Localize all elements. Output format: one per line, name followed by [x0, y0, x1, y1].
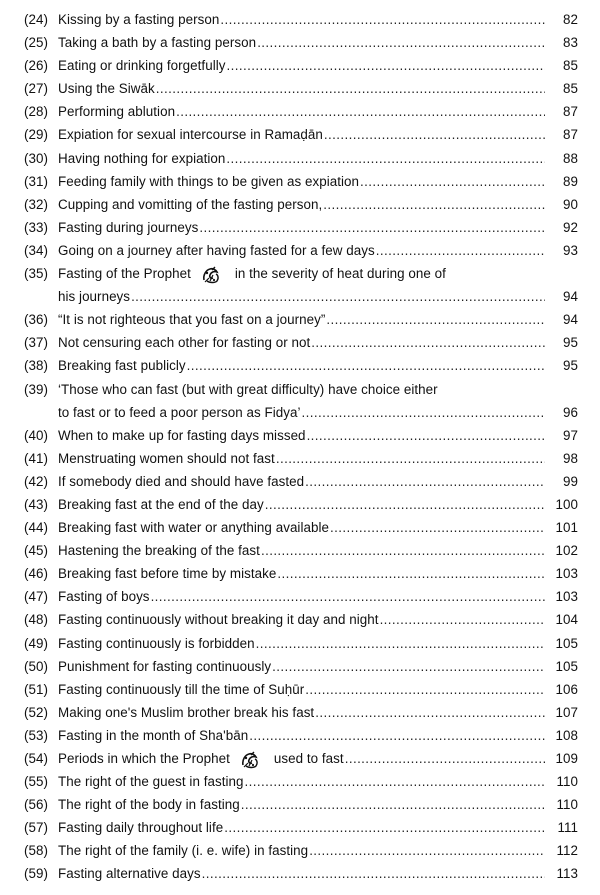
entry-title: Fasting alternative days	[58, 866, 201, 882]
entry-number: (24)	[24, 12, 49, 27]
dot-leader	[265, 493, 545, 516]
entry-title-part-b: in the severity of heat during one of	[234, 266, 446, 282]
entry-title: The right of the family (i. e. wife) in fasting	[58, 843, 309, 859]
entry-number: (57)	[24, 820, 49, 836]
entry-title: The right of the body in fasting	[58, 797, 240, 813]
entry-page: 95	[563, 335, 578, 351]
entry-page: 87	[563, 104, 578, 120]
toc-entry-26	[24, 54, 578, 77]
entry-page: 83	[563, 35, 578, 51]
entry-title: When to make up for fasting days missed	[58, 427, 306, 443]
entry-number: (56)	[24, 797, 49, 813]
entry-page: 93	[563, 242, 578, 258]
toc-entry-28	[24, 100, 578, 123]
entry-page: 87	[563, 127, 578, 143]
entry-page: 94	[563, 289, 578, 305]
toc-entry-29	[24, 123, 578, 146]
dot-leader	[131, 285, 545, 308]
toc-entry-55	[24, 770, 578, 793]
entry-number: (25)	[24, 35, 49, 51]
entry-number: (44)	[24, 520, 49, 536]
entry-number: (34)	[24, 242, 49, 258]
entry-number: (33)	[24, 219, 49, 235]
entry-number: (31)	[24, 173, 49, 189]
toc-entry-33	[24, 216, 578, 239]
entry-number: (41)	[24, 450, 49, 466]
entry-page: 98	[563, 450, 578, 466]
entry-number: (26)	[24, 58, 49, 74]
toc-entry-56	[24, 793, 578, 816]
entry-page: 99	[563, 473, 578, 489]
toc-entry-44	[24, 516, 578, 539]
entry-page: 92	[563, 219, 578, 235]
dot-leader	[226, 147, 545, 170]
entry-title: Having nothing for expiation	[58, 150, 226, 166]
entry-page: 103	[555, 589, 578, 605]
entry-title: Fasting during journeys	[58, 219, 199, 235]
dot-leader	[323, 193, 545, 216]
entry-page: 88	[563, 150, 578, 166]
dot-leader	[277, 562, 545, 585]
toc-entry-50	[24, 655, 578, 678]
entry-title: Kissing by a fasting person	[58, 12, 220, 27]
entry-title: Making one's Muslim brother break his fast	[58, 704, 315, 720]
toc-entry-27	[24, 77, 578, 100]
entry-title: Menstruating women should not fast	[58, 450, 275, 466]
dot-leader	[309, 839, 545, 862]
dot-leader	[307, 424, 545, 447]
dot-leader	[276, 447, 545, 470]
entry-number: (36)	[24, 312, 49, 328]
entry-title-part-a: Periods in which the Prophet	[58, 751, 230, 766]
entry-title: Taking a bath by a fasting person	[58, 35, 257, 51]
entry-number: (52)	[24, 704, 49, 720]
entry-number: (49)	[24, 635, 49, 651]
entry-page: 112	[556, 843, 578, 859]
entry-page: 95	[563, 358, 578, 374]
dot-leader	[345, 747, 545, 770]
dot-leader	[311, 331, 545, 354]
entry-page: 110	[556, 774, 578, 790]
toc-entry-32	[24, 193, 578, 216]
dot-leader	[261, 539, 545, 562]
dot-leader	[305, 470, 545, 493]
entry-title: Feeding family with things to be given as expiation	[58, 173, 360, 189]
entry-page: 106	[555, 681, 578, 697]
entry-number: (58)	[24, 843, 49, 859]
entry-page: 105	[555, 658, 578, 674]
entry-number: (55)	[24, 774, 49, 790]
toc-entry-38	[24, 354, 578, 377]
dot-leader	[199, 216, 545, 239]
dot-leader	[187, 354, 545, 377]
dot-leader	[220, 8, 545, 31]
dot-leader	[151, 585, 545, 608]
toc-entry-46	[24, 562, 578, 585]
entry-number: (48)	[24, 612, 49, 628]
entry-title-part-a: ‘Those who can fast (but with great difficulty) have choice either	[58, 381, 438, 397]
dot-leader	[315, 701, 545, 724]
entry-page: 82	[563, 12, 578, 27]
entry-title: Hastening the breaking of the fast	[58, 543, 260, 559]
entry-title: Not censuring each other for fasting or not	[58, 335, 311, 351]
entry-page: 96	[563, 404, 578, 420]
entry-number: (29)	[24, 127, 49, 143]
dot-leader	[302, 401, 545, 424]
entry-title-part-a: Fasting of the Prophet	[58, 266, 191, 282]
toc-entry-53	[24, 724, 578, 747]
entry-title: Fasting daily throughout life	[58, 820, 224, 836]
entry-page: 107	[555, 704, 578, 720]
dot-leader	[326, 308, 545, 331]
entry-page: 85	[563, 81, 578, 97]
entry-page: 105	[555, 635, 578, 651]
toc-entry-42	[24, 470, 578, 493]
entry-title: Performing ablution	[58, 104, 176, 120]
entry-number: (43)	[24, 496, 49, 512]
toc-entry-47	[24, 585, 578, 608]
entry-page: 97	[563, 427, 578, 443]
entry-title: Punishment for fasting continuously	[58, 658, 272, 674]
dot-leader	[324, 123, 545, 146]
toc-entry-36	[24, 308, 578, 331]
entry-page: 113	[556, 866, 578, 882]
entry-title: Breaking fast publicly	[58, 358, 186, 374]
toc-entry-49	[24, 632, 578, 655]
toc-entry-45	[24, 539, 578, 562]
toc-entry-39	[24, 378, 578, 424]
dot-leader	[245, 770, 545, 793]
entry-number: (39)	[24, 381, 49, 397]
toc-entry-52	[24, 701, 578, 724]
entry-title: Breaking fast at the end of the day	[58, 496, 264, 512]
entry-title-continued: to fast or to feed a poor person as Fidya’	[58, 404, 301, 420]
entry-number: (40)	[24, 427, 49, 443]
entry-number: (46)	[24, 566, 49, 582]
entry-number: (27)	[24, 81, 49, 97]
entry-page: 101	[555, 520, 578, 536]
entry-title: Expiation for sexual intercourse in Ramaḍān	[58, 127, 323, 143]
entry-number: (47)	[24, 589, 49, 605]
entry-number: (30)	[24, 150, 49, 166]
entry-number: (50)	[24, 658, 49, 674]
entry-title: Fasting of boys	[58, 589, 150, 605]
entry-page: 102	[555, 543, 578, 559]
toc-entry-31	[24, 170, 578, 193]
toc-entry-40	[24, 424, 578, 447]
dot-leader	[241, 793, 545, 816]
dot-leader	[202, 862, 545, 885]
toc-entry-48	[24, 608, 578, 631]
toc-entry-51	[24, 678, 578, 701]
toc-entry-43	[24, 493, 578, 516]
entry-number: (53)	[24, 727, 49, 743]
entry-title: Cupping and vomitting of the fasting person,	[58, 196, 323, 212]
entry-page: 89	[563, 173, 578, 189]
entry-page: 103	[555, 566, 578, 582]
entry-page: 85	[563, 58, 578, 74]
toc-entry-41	[24, 447, 578, 470]
toc-entry-54	[24, 747, 578, 770]
entry-title: Eating or drinking forgetfully	[58, 58, 226, 74]
entry-number: (38)	[24, 358, 49, 374]
toc-entry-37	[24, 331, 578, 354]
entry-page: 111	[557, 820, 578, 836]
dot-leader	[176, 100, 545, 123]
entry-title: Fasting continuously till the time of Suḥūr	[58, 681, 305, 697]
salutation-seal-icon	[240, 751, 260, 769]
dot-leader	[376, 239, 545, 262]
entry-page: 90	[563, 196, 578, 212]
dot-leader	[249, 724, 545, 747]
dot-leader	[224, 816, 545, 839]
dot-leader	[257, 31, 545, 54]
entry-page: 108	[555, 727, 578, 743]
toc-entry-59	[24, 862, 578, 885]
dot-leader	[226, 54, 545, 77]
dot-leader	[272, 655, 545, 678]
entry-title: “It is not righteous that you fast on a journey”	[58, 312, 326, 328]
entry-number: (42)	[24, 473, 49, 489]
entry-title: Going on a journey after having fasted for a few days	[58, 242, 375, 258]
entry-page: 109	[555, 751, 578, 766]
entry-number: (51)	[24, 681, 49, 697]
toc-entry-24	[24, 8, 578, 31]
entry-number: (45)	[24, 543, 49, 559]
salutation-seal-icon	[201, 266, 221, 284]
entry-title: Fasting continuously is forbidden	[58, 635, 255, 651]
entry-title: Fasting continuously without breaking it day and night	[58, 612, 379, 628]
entry-title: If somebody died and should have fasted	[58, 473, 305, 489]
dot-leader	[380, 608, 545, 631]
dot-leader	[360, 170, 545, 193]
entry-number: (37)	[24, 335, 49, 351]
entry-page: 104	[555, 612, 578, 628]
toc-entry-35	[24, 262, 578, 308]
toc-entry-25	[24, 31, 578, 54]
dot-leader	[256, 632, 545, 655]
dot-leader	[330, 516, 545, 539]
entry-number: (35)	[24, 266, 49, 282]
entry-title: The right of the guest in fasting	[58, 774, 244, 790]
entry-page: 100	[555, 496, 578, 512]
dot-leader	[156, 77, 545, 100]
toc-entry-57	[24, 816, 578, 839]
entry-title: Using the Siwāk	[58, 81, 155, 97]
toc-entry-58	[24, 839, 578, 862]
toc-entry-30	[24, 147, 578, 170]
entry-page: 110	[556, 797, 578, 813]
entry-title-part-b: used to fast	[273, 751, 344, 766]
entry-number: (32)	[24, 196, 49, 212]
entry-number: (59)	[24, 866, 49, 882]
entry-number: (28)	[24, 104, 49, 120]
entry-title-continued: his journeys	[58, 289, 131, 305]
entry-title: Fasting in the month of Sha'bān	[58, 727, 249, 743]
entry-title: Breaking fast before time by mistake	[58, 566, 277, 582]
entry-title: Breaking fast with water or anything available	[58, 520, 330, 536]
dot-leader	[305, 678, 545, 701]
entry-page: 94	[563, 312, 578, 328]
toc-entry-34	[24, 239, 578, 262]
entry-number: (54)	[24, 751, 49, 766]
